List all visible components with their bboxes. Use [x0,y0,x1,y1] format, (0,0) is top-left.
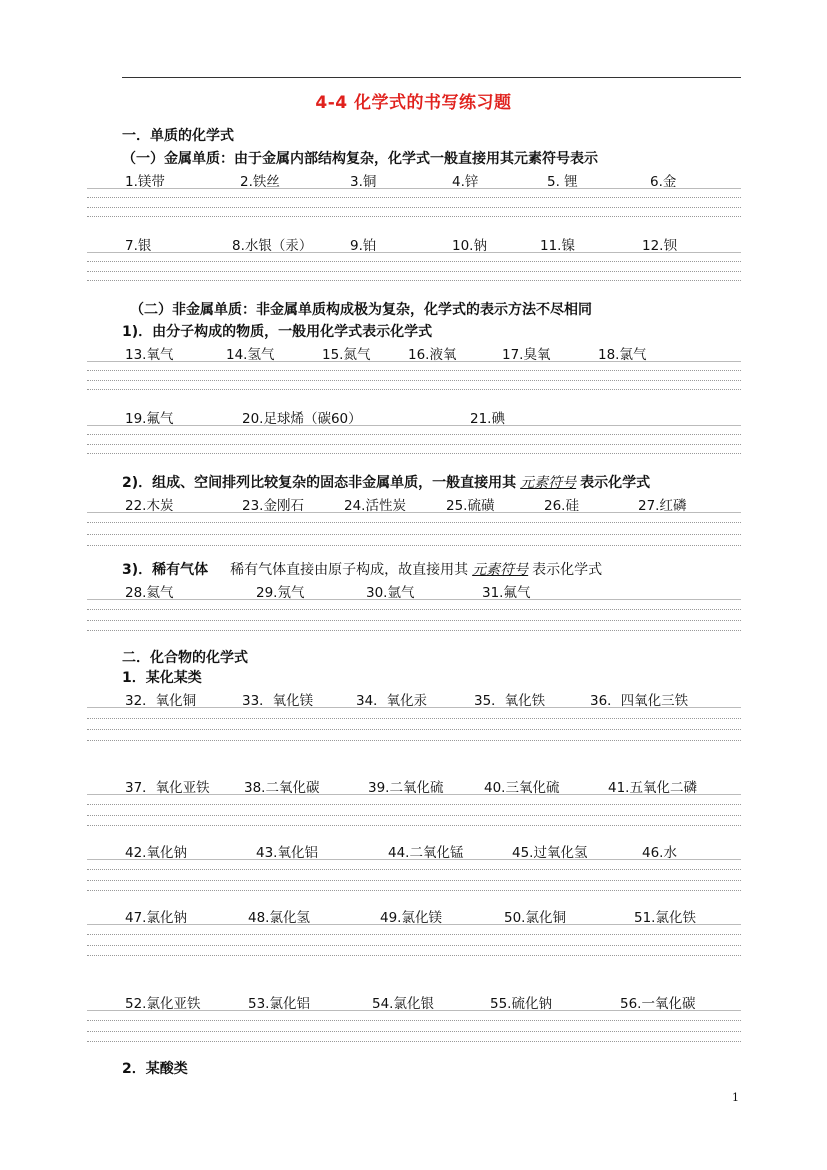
page-title: 4-4 化学式的书写练习题 [315,93,512,113]
exercise-item: 53.氯化铝 [248,996,310,1012]
exercise-item: 14.氢气 [226,347,275,363]
exercise-item: 16.液氧 [408,347,457,363]
exercise-item: 18.氯气 [598,347,647,363]
section-1-1-heading: （一）金属单质：由于金属内部结构复杂，化学式一般直接用其元素符号表示 [122,151,598,167]
exercise-row-3 [122,343,742,361]
exercise-item: 34．氧化汞 [356,693,428,709]
section-2-2-heading: 2．某酸类 [122,1061,188,1077]
exercise-item: 13.氧气 [125,347,174,363]
section-1-2-2-heading [122,472,650,492]
exercise-item: 28.氦气 [125,585,174,601]
heading-text: 稀有气体直接由原子构成，故直接用其 [230,562,469,578]
page-number: 1 [732,1091,739,1104]
heading-text: 3)．稀有气体 [122,562,209,578]
exercise-item: 36．四氧化三铁 [590,693,689,709]
exercise-item: 30.氩气 [366,585,415,601]
section-2-heading: 二．化合物的化学式 [122,650,248,666]
exercise-item: 12.钡 [642,238,677,254]
exercise-item: 51.氯化铁 [634,910,696,926]
header-rule [122,77,741,78]
section-1-2-1-heading: 1)．由分子构成的物质，一般用化学式表示化学式 [122,324,433,340]
exercise-item: 11.镍 [540,238,575,254]
exercise-row-4 [122,407,742,425]
exercise-item: 45.过氧化氢 [512,845,588,861]
exercise-item: 39.二氧化硫 [368,780,444,796]
exercise-row-6 [122,581,742,599]
exercise-item: 1.镁带 [125,174,165,190]
exercise-item: 5. 锂 [547,174,578,190]
exercise-item: 3.铜 [350,174,377,190]
exercise-item: 7.银 [125,238,152,254]
exercise-item: 40.三氧化硫 [484,780,560,796]
section-1-2-heading: （二）非金属单质：非金属单质构成极为复杂，化学式的表示方法不尽相同 [130,302,592,318]
exercise-item: 6.金 [650,174,677,190]
exercise-item: 27.红磷 [638,498,687,514]
exercise-item: 48.氯化氢 [248,910,310,926]
exercise-item: 46.水 [642,845,677,861]
heading-text: 表示化学式 [532,562,603,578]
exercise-item: 10.钠 [452,238,487,254]
exercise-item: 24.活性炭 [344,498,406,514]
exercise-row-9 [122,841,742,859]
exercise-item: 41.五氧化二磷 [608,780,697,796]
exercise-item: 56.一氧化碳 [620,996,696,1012]
exercise-item: 29.氖气 [256,585,305,601]
exercise-item: 43.氧化铝 [256,845,318,861]
exercise-item: 35．氧化铁 [474,693,546,709]
exercise-item: 54.氯化银 [372,996,434,1012]
exercise-item: 17.臭氧 [502,347,551,363]
exercise-item: 50.氯化铜 [504,910,566,926]
exercise-item: 21.碘 [470,411,505,427]
section-1-2-3-heading [122,559,602,579]
exercise-row-8 [122,776,742,794]
exercise-row-2 [122,234,742,252]
heading-text: 2)．组成、空间排列比较复杂的固态非金属单质，一般直接用其 [122,475,517,491]
exercise-item: 8.水银（汞） [232,238,313,254]
exercise-item: 37．氧化亚铁 [125,780,210,796]
exercise-item: 42.氧化钠 [125,845,187,861]
exercise-item: 9.铂 [350,238,377,254]
exercise-item: 33．氧化镁 [242,693,314,709]
exercise-item: 26.硅 [544,498,579,514]
blank-answer: 元素符号 [472,562,529,578]
exercise-row-5 [122,494,742,512]
exercise-row-11 [122,992,742,1010]
exercise-item: 44.二氧化锰 [388,845,464,861]
exercise-row-1 [122,170,742,188]
blank-answer: 元素符号 [520,475,577,491]
exercise-item: 31.氟气 [482,585,531,601]
exercise-item: 15.氮气 [322,347,371,363]
exercise-item: 22.木炭 [125,498,174,514]
heading-text: 表示化学式 [580,475,651,491]
exercise-item: 47.氯化钠 [125,910,187,926]
exercise-item: 20.足球烯（碳60） [242,411,362,427]
section-1-heading: 一．单质的化学式 [122,128,234,144]
exercise-item: 25.硫磺 [446,498,495,514]
exercise-item: 19.氟气 [125,411,174,427]
exercise-item: 2.铁丝 [240,174,280,190]
exercise-item: 4.锌 [452,174,479,190]
exercise-item: 23.金刚石 [242,498,304,514]
exercise-row-7 [122,689,742,707]
exercise-item: 32．氧化铜 [125,693,197,709]
exercise-row-10 [122,906,742,924]
exercise-item: 52.氯化亚铁 [125,996,201,1012]
section-2-1-heading: 1．某化某类 [122,670,202,686]
exercise-item: 38.二氧化碳 [244,780,320,796]
exercise-item: 55.硫化钠 [490,996,552,1012]
exercise-item: 49.氯化镁 [380,910,442,926]
